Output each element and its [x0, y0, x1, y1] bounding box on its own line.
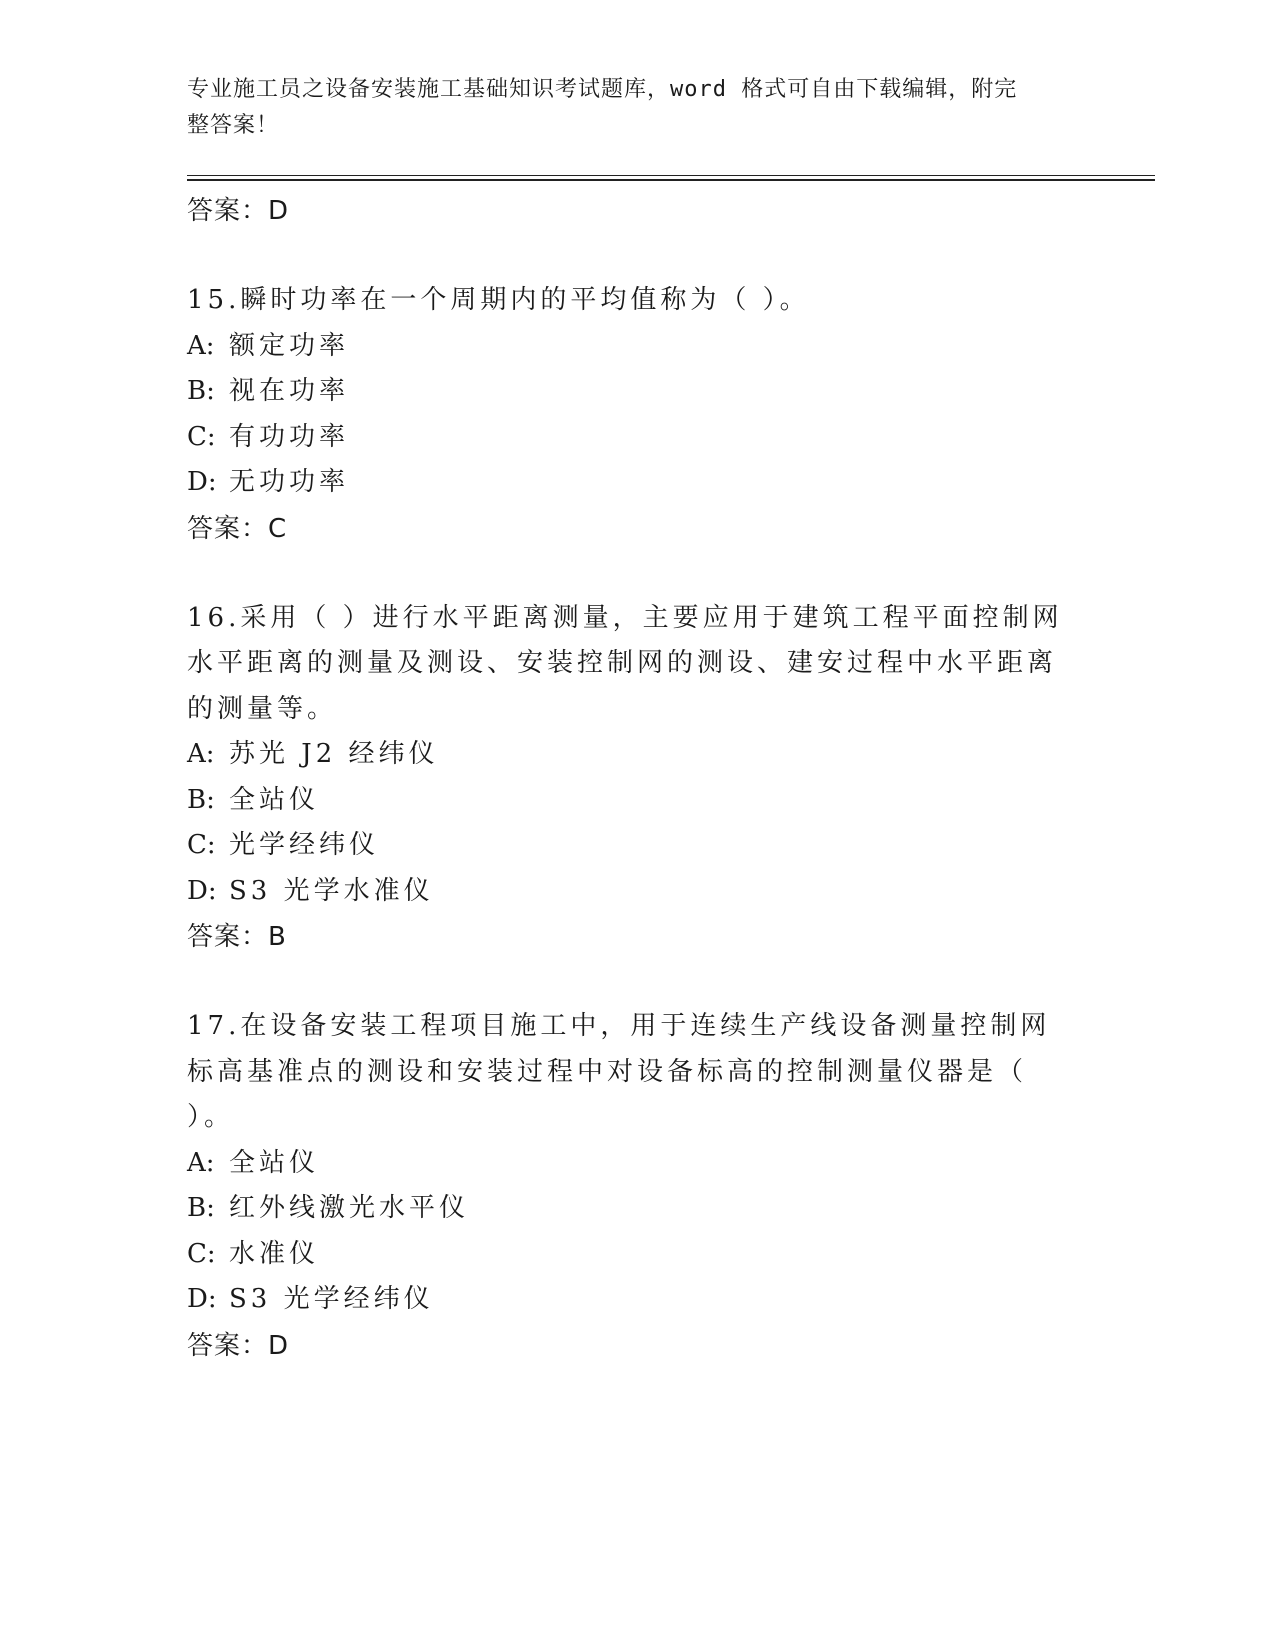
header-divider-thin [187, 175, 1155, 176]
option-text: 全站仪 [229, 784, 320, 815]
option-letter: D: [187, 1284, 217, 1314]
question-16 [187, 596, 1067, 961]
header-line-1: 专业施工员之设备安装施工基础知识考试题库，word 格式可自由下载编辑，附完 [187, 77, 1018, 102]
option-a [187, 732, 1067, 778]
option-a [187, 1141, 1067, 1187]
option-c [187, 415, 1067, 461]
option-b [187, 1186, 1067, 1232]
option-letter: A: [187, 1147, 215, 1178]
option-letter: B: [187, 784, 215, 815]
answer-16: 答案：B [187, 922, 287, 952]
option-b [187, 369, 1067, 415]
header-line-2: 整答案！ [187, 113, 280, 138]
option-b [187, 778, 1067, 824]
option-letter: D: [187, 875, 217, 906]
option-letter: B: [187, 1193, 215, 1223]
question-15 [187, 278, 1067, 552]
option-letter: D: [187, 467, 217, 497]
option-text: 额定功率 [229, 330, 350, 361]
option-letter: C: [187, 830, 216, 860]
option-text: 有功功率 [229, 421, 350, 452]
option-text: 视在功率 [229, 376, 350, 406]
option-text: 无功功率 [229, 467, 350, 497]
option-d [187, 869, 1067, 915]
option-text: 红外线激光水平仪 [229, 1193, 470, 1223]
question-17 [187, 1004, 1067, 1369]
option-text: 苏光 J2 经纬仪 [229, 739, 439, 769]
answer-17: 答案：D [187, 1330, 290, 1361]
option-letter: C: [187, 1238, 216, 1269]
question-stem: 15.瞬时功率在一个周期内的平均值称为（ ）。 [187, 285, 810, 315]
option-text: 全站仪 [229, 1147, 320, 1178]
answer-15: 答案：C [187, 513, 288, 544]
document-body [187, 188, 1067, 1369]
option-letter: C: [187, 421, 216, 452]
option-letter: A: [187, 330, 215, 361]
document-header [187, 72, 1067, 144]
option-a [187, 324, 1067, 370]
header-divider-thick [187, 179, 1155, 181]
option-text: S3 光学经纬仪 [229, 1284, 434, 1314]
option-d [187, 1277, 1067, 1323]
option-text: 水准仪 [229, 1238, 320, 1269]
option-c [187, 823, 1067, 869]
option-letter: B: [187, 376, 215, 406]
option-c [187, 1232, 1067, 1278]
question-stem: 16.采用（ ）进行水平距离测量，主要应用于建筑工程平面控制网水平距离的测量及测设、安装控制网的测设、建安过程中水平距离的测量等。 [187, 602, 1063, 724]
option-letter: A: [187, 739, 215, 769]
question-stem: 17.在设备安装工程项目施工中，用于连续生产线设备测量控制网标高基准点的测设和安装过程中对设备标高的控制测量仪器是（ ）。 [187, 1011, 1051, 1132]
option-text: 光学经纬仪 [229, 830, 380, 860]
option-d [187, 460, 1067, 506]
answer-previous: 答案：D [187, 196, 290, 226]
option-text: S3 光学水准仪 [229, 875, 434, 906]
